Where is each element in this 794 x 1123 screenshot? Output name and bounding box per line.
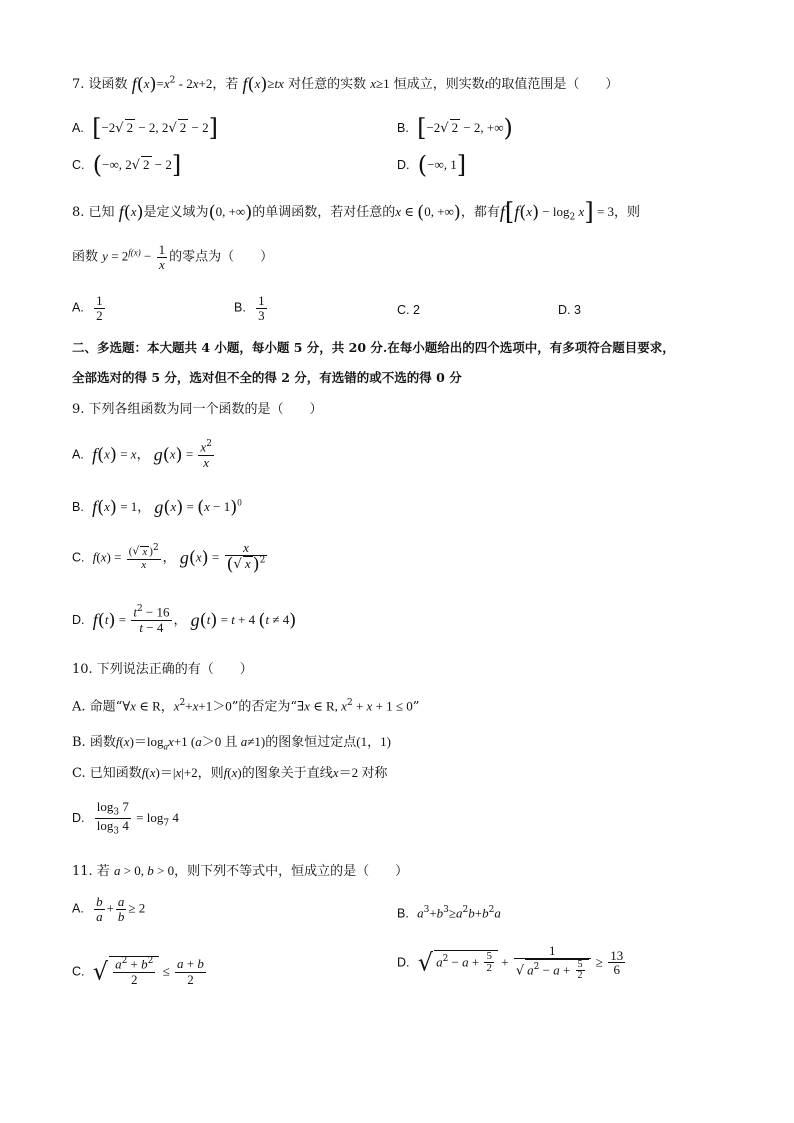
q10-option-b: B. 函数$f(x)=\log_ax+1$ (a＞0 且 a≠1)的图象恒过定点(1，1) (72, 734, 391, 752)
q8-option-b: B. $\frac{1}{3}$ (234, 293, 265, 323)
q9-option-b: B. f(x) = 1， $g(x) = (x - 1)^0$ (72, 497, 242, 518)
q7-option-b: B. [−2√ 2 − 2, +∞) (397, 114, 513, 142)
q9-option-a: A. f(x) = x， g(x) = $\frac{x^2}{x}$ (72, 439, 212, 470)
q7-option-c: C. (−∞, 2√ 2 − 2] (72, 151, 182, 179)
q10-option-d: D. $\frac{\log_3 7}{\log_3 4}$ = $\log_7 4$ (72, 799, 179, 837)
q7-stem: 7. 设函数 $f(x)=x^2 - 2x+2$，若 f(x)≥tx 对任意的实数 x≥1 恒成立，则实数t的取值范围是（ ） (72, 74, 619, 95)
q10-option-c: C. 已知函数f(x)＝|x|+2，则f(x)的图象关于直线x＝2 对称 (72, 765, 388, 781)
q9-stem: 9. 下列各组函数为同一个函数的是（ ） (72, 402, 323, 417)
q8-option-d: D. 3 (558, 303, 581, 317)
q10-stem: 10. 下列说法正确的有（ ） (72, 662, 253, 677)
q11-stem: 11. 若 a > 0, b > 0，则下列不等式中，恒成立的是（ ） (72, 863, 409, 879)
q8-option-a: A. $\frac{1}{2}$ (72, 293, 103, 323)
q11-option-c: C. √ $\frac{a^2 + b^2}{2}$ ≤ $\frac{a + b}{2}$ (72, 956, 204, 987)
section2-heading-line2: 全部选对的得 5 分，选对但不全的得 2 分，有选错的或不选的得 0 分 (72, 370, 462, 385)
q11-option-b: B. $a^3+b^3\ge a^2b+b^2a$ (397, 905, 501, 921)
q10-option-a: A. 命题“∀x ∈ R，$x^2+x+1>0$”的否定为“∃x ∈ R, $x^2 + x + 1 \le 0$” (72, 698, 420, 715)
q8-stem-line2: 函数 $y = 2^{f(x)}$ − $\frac{1}{x}$ 的零点为（ ） (72, 242, 274, 272)
q11-option-d: D. √ $a^2 - a$ + $\frac{5}{2}$ + 1 √ $a^2 - a$ + $\frac{5}{2}$ ≥ $\frac{13}{6}$ (397, 943, 624, 982)
q7-option-d: D. (−∞, 1] (397, 151, 467, 179)
q7-option-a: A. [−2√ 2 − 2, 2√ 2 − 2] (72, 114, 218, 142)
q8-stem: 8. 已知 f(x)是定义域为(0, +∞)的单调函数，若对任意的x ∈ (0, +∞)，都有$f[f(x) - \log_2 x] = 3$，则 (72, 198, 641, 226)
q11-option-a: A. $\frac{b}{a}$ + $\frac{a}{b}$ ≥ 2 (72, 894, 146, 924)
section2-heading-line1: 二、多选题：本大题共 4 小题，每小题 5 分，共 20 分.在每小题给出的四个选项中，有多项符合题目要求， (72, 340, 675, 355)
q9-option-d: D. f(t) = $\frac{t^2 - 16}{t - 4}$ ， g(t) = t + 4 (t ≠ 4) (72, 604, 297, 635)
q9-option-c: C. f(x) = $\frac{(√ x )^2}{x}$ ， g(x) = $\frac{x}{(√ x )^2}$ (72, 540, 266, 575)
q8-option-c: C. 2 (397, 303, 420, 317)
